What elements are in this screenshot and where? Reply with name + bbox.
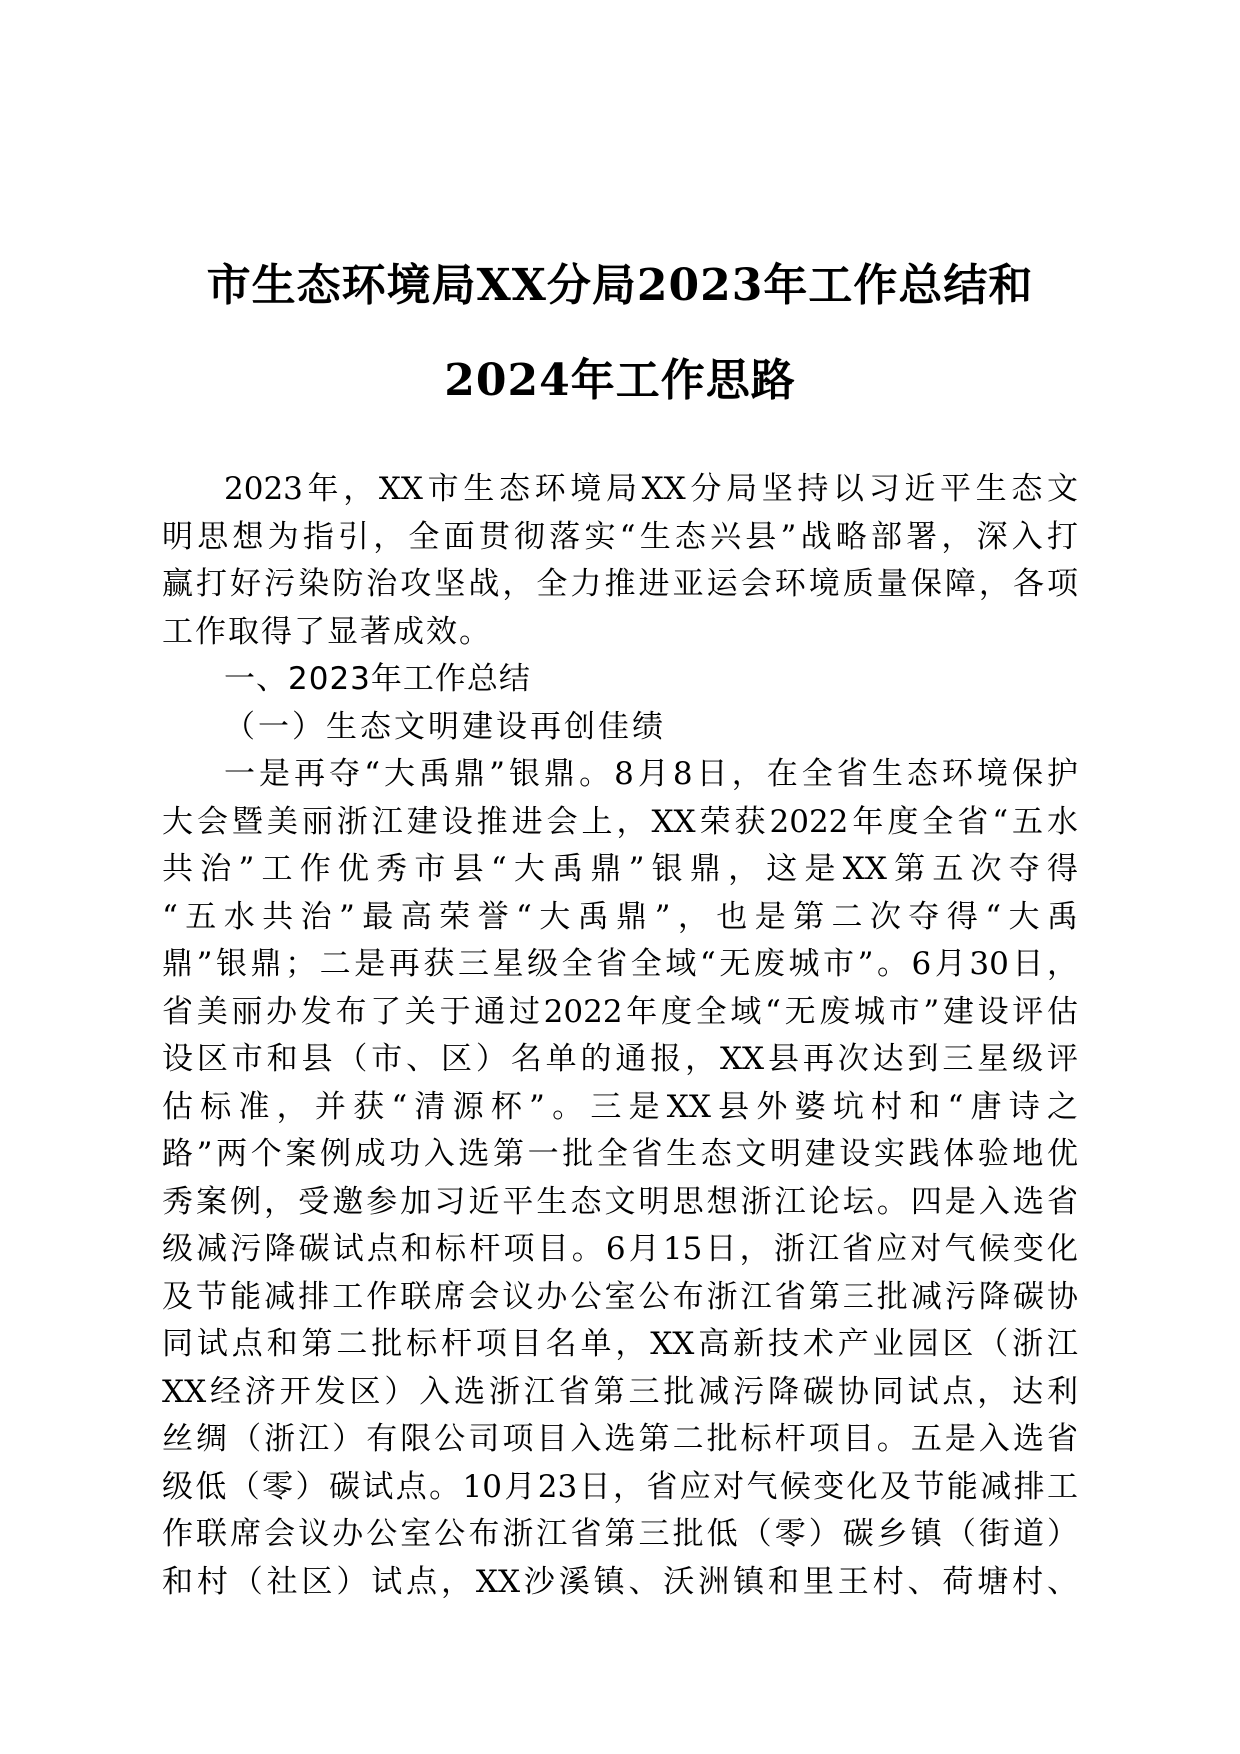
body-line: 级减污降碳试点和标杆项目。6月15日，浙江省应对气候变化 bbox=[162, 1231, 1078, 1267]
body-line: 路”两个案例成功入选第一批全省生态文明建设实践体验地优 bbox=[162, 1136, 1078, 1172]
document-body bbox=[162, 466, 1078, 1606]
body-line: 作联席会议办公室公布浙江省第三批低（零）碳乡镇（街道） bbox=[162, 1516, 1078, 1552]
intro-line: 明思想为指引，全面贯彻落实“生态兴县”战略部署，深入打 bbox=[162, 518, 1078, 555]
body-line: 估标准，并获“清源杯”。三是XX县外婆坑村和“唐诗之 bbox=[162, 1088, 1078, 1125]
body-line: 设区市和县（市、区）名单的通报，XX县再次达到三星级评 bbox=[162, 1041, 1078, 1077]
intro-line: 工作取得了显著成效。 bbox=[162, 613, 492, 650]
subsection-heading: （一）生态文明建设再创佳绩 bbox=[224, 708, 666, 745]
section-heading: 一、2023年工作总结 bbox=[224, 661, 531, 697]
body-line: 一是再夺“大禹鼎”银鼎。8月8日，在全省生态环境保护 bbox=[224, 756, 1078, 792]
body-line: 级低（零）碳试点。10月23日，省应对气候变化及节能减排工 bbox=[162, 1468, 1078, 1505]
body-line: 鼎”银鼎；二是再获三星级全省全域“无废城市”。6月30日， bbox=[162, 946, 1078, 982]
document-title-line-1: 市生态环境局XX分局2023年工作总结和 bbox=[206, 260, 1034, 311]
body-line: 秀案例，受邀参加习近平生态文明思想浙江论坛。四是入选省 bbox=[162, 1183, 1078, 1220]
document-title-line-2: 2024年工作思路 bbox=[444, 355, 796, 406]
body-line: 大会暨美丽浙江建设推进会上，XX荣获2022年度全省“五水 bbox=[162, 803, 1078, 840]
body-line: 及节能减排工作联席会议办公室公布浙江省第三批减污降碳协 bbox=[162, 1278, 1078, 1315]
body-line: 丝绸（浙江）有限公司项目入选第二批标杆项目。五是入选省 bbox=[162, 1421, 1078, 1457]
intro-line: 赢打好污染防治攻坚战，全力推进亚运会环境质量保障，各项 bbox=[162, 566, 1078, 602]
body-line: “五水共治”最高荣誉“大禹鼎”，也是第二次夺得“大禹 bbox=[162, 898, 1078, 935]
body-line: 同试点和第二批标杆项目名单，XX高新技术产业园区（浙江 bbox=[162, 1326, 1078, 1362]
body-line: XX经济开发区）入选浙江省第三批减污降碳协同试点，达利 bbox=[162, 1373, 1078, 1410]
body-line: 共治”工作优秀市县“大禹鼎”银鼎，这是XX第五次夺得 bbox=[162, 851, 1078, 887]
body-line: 和村（社区）试点，XX沙溪镇、沃洲镇和里王村、荷塘村、 bbox=[162, 1563, 1078, 1600]
body-line: 省美丽办发布了关于通过2022年度全域“无废城市”建设评估 bbox=[162, 993, 1078, 1030]
intro-line: 2023年，XX市生态环境局XX分局坚持以习近平生态文 bbox=[224, 471, 1078, 507]
